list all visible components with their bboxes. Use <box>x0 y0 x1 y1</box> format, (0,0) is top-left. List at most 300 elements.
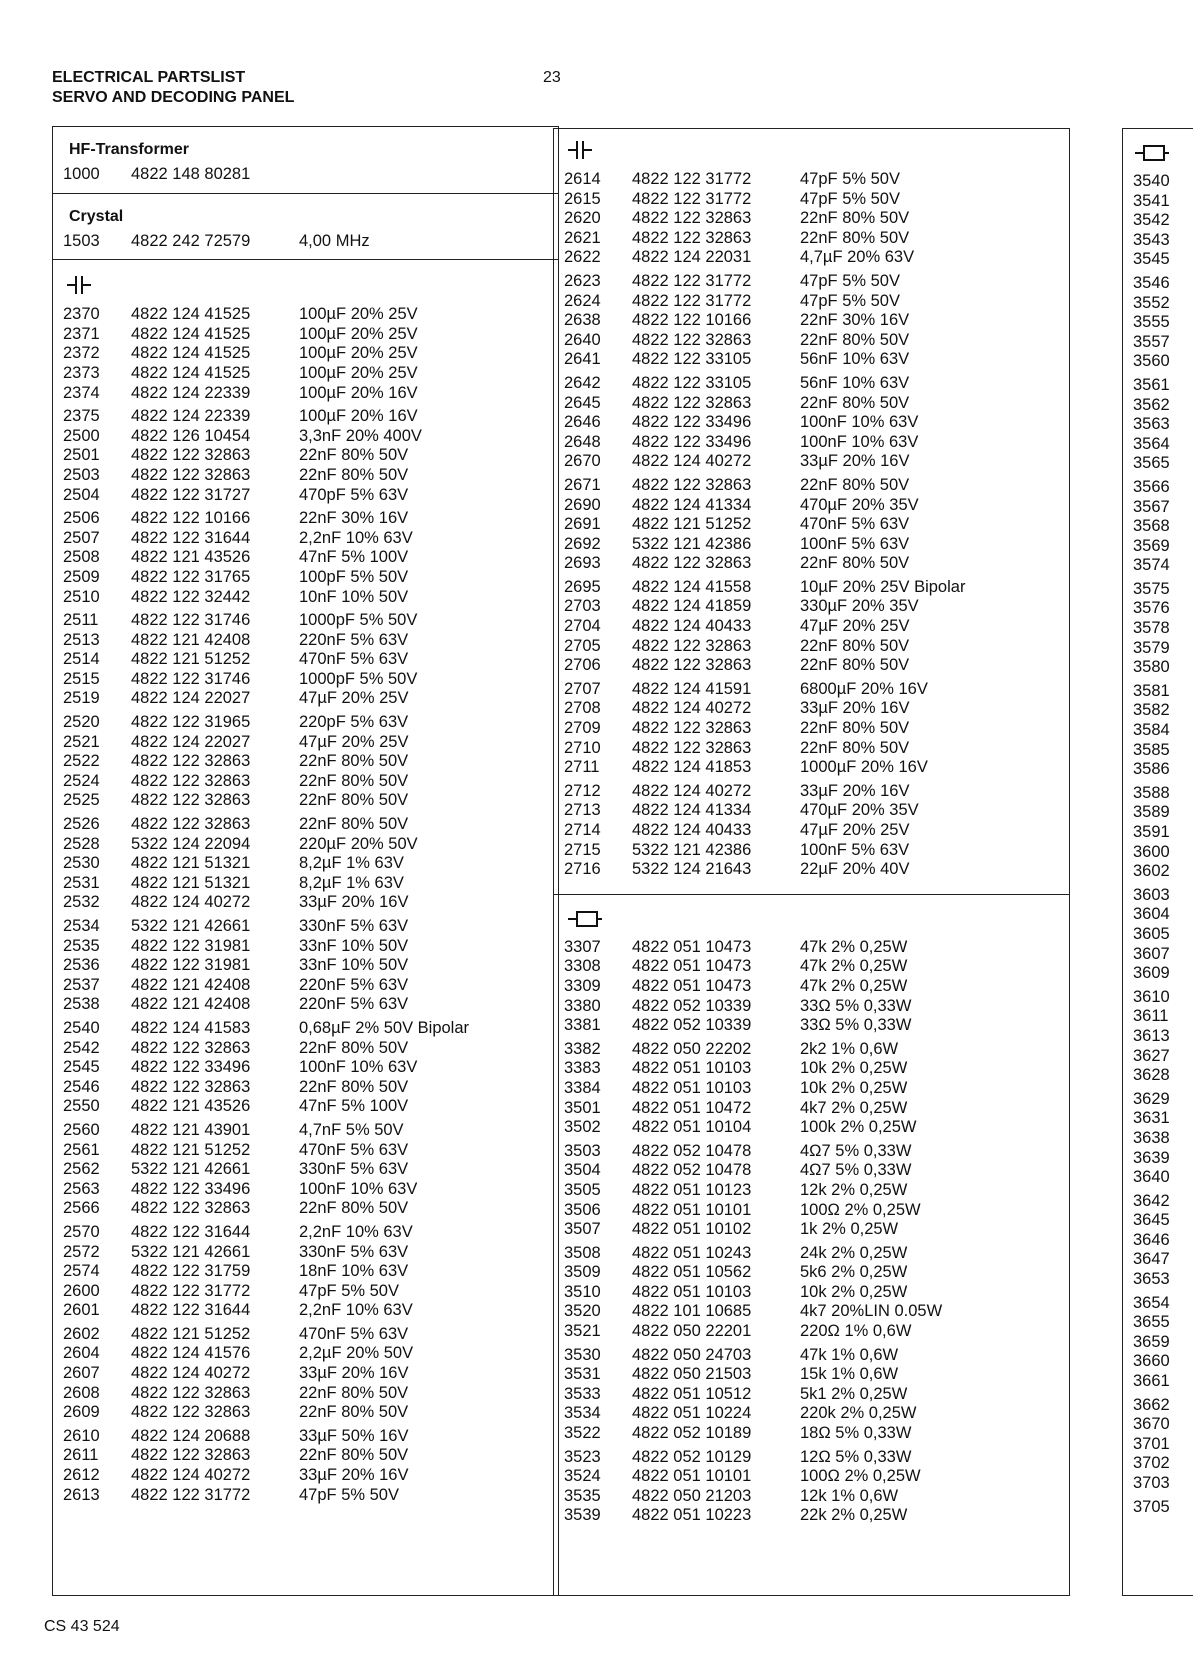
part-position: 3645 <box>1133 1211 1170 1230</box>
part-position: 3638 <box>1133 1128 1170 1147</box>
part-code: 5322 121 42386 <box>632 534 752 553</box>
part-row <box>1123 886 1193 906</box>
part-code: 5322 124 22094 <box>131 834 251 853</box>
part-code: 5322 121 42386 <box>632 840 752 859</box>
part-row <box>554 977 1069 997</box>
part-row <box>554 1118 1069 1138</box>
part-code: 4822 050 21503 <box>632 1365 752 1384</box>
part-code: 4822 050 21203 <box>632 1486 752 1505</box>
part-group <box>1123 1396 1193 1494</box>
part-value: 47pF 5% 50V <box>800 291 900 310</box>
part-code: 4822 124 40272 <box>632 452 752 471</box>
part-code: 4822 122 32863 <box>131 1403 251 1422</box>
part-position: 2522 <box>63 752 100 771</box>
part-row <box>1123 599 1193 619</box>
part-position: 2536 <box>63 956 100 975</box>
part-position: 2373 <box>63 363 100 382</box>
part-code: 4822 122 31772 <box>632 271 752 290</box>
part-value: 33µF 50% 16V <box>299 1426 409 1445</box>
parts-column-1 <box>52 126 559 1596</box>
part-value: 100µF 20% 25V <box>299 305 418 324</box>
part-position: 3509 <box>564 1263 601 1282</box>
part-code: 4822 051 10103 <box>632 1059 752 1078</box>
part-position: 3380 <box>564 996 601 1015</box>
part-row <box>1123 1250 1193 1270</box>
part-row <box>1123 231 1193 251</box>
part-group <box>554 938 1069 1036</box>
part-row <box>1123 1454 1193 1474</box>
part-code: 4822 122 33496 <box>632 432 752 451</box>
part-group <box>1123 784 1193 882</box>
part-value: 56nF 10% 63V <box>800 373 910 392</box>
part-value: 22nF 80% 50V <box>299 1383 409 1402</box>
part-group <box>53 232 558 252</box>
part-code: 4822 122 31772 <box>632 189 752 208</box>
part-row <box>554 637 1069 657</box>
part-position: 3569 <box>1133 536 1170 555</box>
part-value: 1000pF 5% 50V <box>299 611 418 630</box>
part-row <box>53 529 558 549</box>
part-value: 18Ω 5% 0,33W <box>800 1424 912 1443</box>
part-position: 2706 <box>564 656 601 675</box>
part-code: 4822 122 31981 <box>131 936 251 955</box>
part-value: 6800µF 20% 16V <box>800 679 928 698</box>
part-position: 2709 <box>564 719 601 738</box>
part-value: 33µF 20% 16V <box>800 781 910 800</box>
part-position: 2503 <box>63 465 100 484</box>
part-code: 4822 052 10339 <box>632 996 752 1015</box>
part-row <box>554 1385 1069 1405</box>
part-row <box>554 1040 1069 1060</box>
part-code: 4822 052 10189 <box>632 1424 752 1443</box>
part-code: 4822 122 32863 <box>131 815 251 834</box>
part-value: 220nF 5% 63V <box>299 975 409 994</box>
part-code: 4822 124 41853 <box>632 758 752 777</box>
part-value: 330nF 5% 63V <box>299 1242 409 1261</box>
part-position: 3604 <box>1133 905 1170 924</box>
part-row <box>554 1059 1069 1079</box>
part-code: 4822 122 31772 <box>131 1281 251 1300</box>
part-position: 2614 <box>564 170 601 188</box>
part-code: 4822 122 32863 <box>632 656 752 675</box>
part-position: 2640 <box>564 330 601 349</box>
part-code: 4822 051 10101 <box>632 1467 752 1486</box>
part-value: 100nF 10% 63V <box>299 1058 418 1077</box>
part-position: 2646 <box>564 413 601 432</box>
part-row <box>1123 333 1193 353</box>
part-code: 4822 050 24703 <box>632 1345 752 1364</box>
part-value: 22nF 80% 50V <box>800 330 910 349</box>
part-code: 4822 124 41859 <box>632 597 752 616</box>
part-value: 470nF 5% 63V <box>299 1324 409 1343</box>
part-code: 4822 051 10223 <box>632 1506 752 1525</box>
part-row <box>53 466 558 486</box>
part-position: 2515 <box>63 669 100 688</box>
part-position: 3522 <box>564 1424 601 1443</box>
part-row <box>53 791 558 811</box>
part-value: 220nF 5% 63V <box>299 995 409 1014</box>
part-row <box>1123 580 1193 600</box>
part-code: 4822 122 32863 <box>632 475 752 494</box>
part-value: 100nF 10% 63V <box>800 413 919 432</box>
part-code: 4822 122 33496 <box>131 1058 251 1077</box>
part-value: 330µF 20% 35V <box>800 597 919 616</box>
part-code: 4822 122 10166 <box>632 311 752 330</box>
part-row <box>554 841 1069 861</box>
part-value: 100nF 5% 63V <box>800 840 910 859</box>
part-code: 4822 124 40272 <box>131 1364 251 1383</box>
part-row <box>53 325 558 345</box>
part-row <box>1123 1066 1193 1086</box>
part-value: 56nF 10% 63V <box>800 350 910 369</box>
part-code: 4822 124 41591 <box>632 679 752 698</box>
part-row <box>1123 639 1193 659</box>
part-value: 47k 2% 0,25W <box>800 957 908 976</box>
part-row <box>53 956 558 976</box>
part-value: 100µF 20% 25V <box>299 363 418 382</box>
part-row <box>1123 1090 1193 1110</box>
part-group <box>53 509 558 607</box>
crystal-title: Crystal <box>69 207 124 225</box>
part-row <box>53 772 558 792</box>
part-code: 4822 122 32863 <box>131 446 251 465</box>
part-row <box>53 835 558 855</box>
part-position: 3659 <box>1133 1332 1170 1351</box>
page-number: 23 <box>543 69 561 86</box>
part-row <box>53 407 558 427</box>
part-row <box>53 689 558 709</box>
part-value: 47nF 5% 100V <box>299 548 409 567</box>
part-value: 22nF 80% 50V <box>299 1038 409 1057</box>
part-row <box>554 680 1069 700</box>
part-value: 2k2 1% 0,6W <box>800 1039 899 1058</box>
part-position: 3701 <box>1133 1434 1170 1453</box>
part-position: 3533 <box>564 1384 601 1403</box>
part-code: 4822 121 51252 <box>131 650 251 669</box>
part-value: 10k 2% 0,25W <box>800 1059 908 1078</box>
part-value: 22µF 20% 40V <box>800 860 910 879</box>
part-position: 3524 <box>564 1467 601 1486</box>
part-position: 2504 <box>63 485 100 504</box>
part-position: 3384 <box>564 1078 601 1097</box>
part-position: 2707 <box>564 679 601 698</box>
part-value: 4,7µF 20% 63V <box>800 248 915 267</box>
part-position: 2615 <box>564 189 601 208</box>
part-position: 3539 <box>564 1506 601 1525</box>
part-position: 2528 <box>63 834 100 853</box>
part-code: 4822 051 10101 <box>632 1200 752 1219</box>
part-value: 18nF 10% 63V <box>299 1262 409 1281</box>
part-position: 3581 <box>1133 681 1170 700</box>
part-group <box>53 1019 558 1117</box>
part-row <box>1123 517 1193 537</box>
part-code: 4822 122 31644 <box>131 1301 251 1320</box>
part-row <box>1123 454 1193 474</box>
part-value: 47k 2% 0,25W <box>800 937 908 956</box>
part-position: 2520 <box>63 713 100 732</box>
part-value: 10nF 10% 50V <box>299 587 409 606</box>
part-position: 3564 <box>1133 434 1170 453</box>
part-value: 4Ω7 5% 0,33W <box>800 1161 912 1180</box>
resistor-list <box>554 938 1069 1526</box>
part-position: 2641 <box>564 350 601 369</box>
part-position: 3535 <box>564 1486 601 1505</box>
part-code: 4822 148 80281 <box>131 165 251 183</box>
part-code: 4822 122 31765 <box>131 567 251 586</box>
part-row <box>53 713 558 733</box>
part-row <box>554 1220 1069 1240</box>
part-position: 2714 <box>564 821 601 839</box>
part-row <box>1123 741 1193 761</box>
part-row <box>1123 435 1193 455</box>
part-position: 3646 <box>1133 1230 1170 1249</box>
part-row <box>53 1199 558 1219</box>
part-value: 47pF 5% 50V <box>800 271 900 290</box>
part-row <box>53 1486 558 1506</box>
part-row <box>554 1487 1069 1507</box>
part-row <box>53 1446 558 1466</box>
capacitor-list <box>554 170 1069 880</box>
part-position: 2604 <box>63 1344 100 1363</box>
part-row <box>554 1079 1069 1099</box>
part-position: 3631 <box>1133 1109 1170 1128</box>
part-row <box>53 874 558 894</box>
part-code: 4822 122 32863 <box>632 636 752 655</box>
part-row <box>53 1097 558 1117</box>
part-row <box>1123 862 1193 882</box>
part-value: 2,2µF 20% 50V <box>299 1344 414 1363</box>
part-code: 4822 051 10102 <box>632 1220 752 1239</box>
part-row <box>1123 1109 1193 1129</box>
part-position: 2501 <box>63 446 100 465</box>
part-row <box>1123 721 1193 741</box>
document-code: CS 43 524 <box>44 1618 120 1635</box>
part-value: 22nF 80% 50V <box>299 771 409 790</box>
part-position: 3506 <box>564 1200 601 1219</box>
part-row <box>554 1346 1069 1366</box>
part-position: 3501 <box>564 1098 601 1117</box>
part-row <box>1123 1474 1193 1494</box>
part-position: 3585 <box>1133 740 1170 759</box>
part-value: 33nF 10% 50V <box>299 936 409 955</box>
part-position: 3521 <box>564 1322 601 1341</box>
part-row <box>554 1181 1069 1201</box>
part-row <box>554 229 1069 249</box>
part-row <box>53 1282 558 1302</box>
part-row <box>554 209 1069 229</box>
part-code: 4822 242 72579 <box>131 231 251 250</box>
part-value: 12Ω 5% 0,33W <box>800 1447 912 1466</box>
part-row <box>554 597 1069 617</box>
part-group <box>1123 1192 1193 1290</box>
part-row <box>554 1201 1069 1221</box>
capacitor-list <box>53 305 558 1505</box>
doc-title <box>52 68 294 108</box>
part-code: 4822 124 41583 <box>131 1018 251 1037</box>
part-code: 4822 052 10129 <box>632 1447 752 1466</box>
part-position: 2370 <box>63 305 100 324</box>
part-value: 22nF 80% 50V <box>800 475 910 494</box>
part-group <box>53 917 558 1015</box>
part-group <box>554 1244 1069 1342</box>
part-position: 2648 <box>564 432 601 451</box>
part-value: 220pF 5% 63V <box>299 713 409 732</box>
part-row <box>53 650 558 670</box>
part-value: 8,2µF 1% 63V <box>299 854 404 873</box>
part-value: 100Ω 2% 0,25W <box>800 1467 921 1486</box>
part-value: 2,2nF 10% 63V <box>299 1222 413 1241</box>
part-position: 2713 <box>564 801 601 820</box>
part-value: 220Ω 1% 0,6W <box>800 1322 912 1341</box>
part-code: 4822 122 32863 <box>632 393 752 412</box>
part-position: 3510 <box>564 1282 601 1301</box>
part-row <box>554 938 1069 958</box>
part-position: 3591 <box>1133 823 1170 841</box>
part-position: 2561 <box>63 1140 100 1159</box>
part-position: 3543 <box>1133 230 1170 249</box>
part-value: 100k 2% 0,25W <box>800 1118 917 1137</box>
part-row <box>53 1223 558 1243</box>
part-row <box>53 854 558 874</box>
part-value: 470nF 5% 63V <box>299 650 409 669</box>
part-position: 3610 <box>1133 987 1170 1006</box>
part-row <box>53 1384 558 1404</box>
part-row <box>1123 1211 1193 1231</box>
part-value: 22nF 80% 50V <box>299 446 409 465</box>
part-position: 2622 <box>564 248 601 267</box>
part-value: 22nF 80% 50V <box>800 228 910 247</box>
part-position: 2526 <box>63 815 100 834</box>
part-position: 2525 <box>63 791 100 810</box>
part-code: 4822 122 31644 <box>131 1222 251 1241</box>
part-position: 3382 <box>564 1039 601 1058</box>
part-row <box>1123 1047 1193 1067</box>
part-position: 3504 <box>564 1161 601 1180</box>
part-row <box>1123 1333 1193 1353</box>
part-group <box>1123 988 1193 1086</box>
part-position: 2514 <box>63 650 100 669</box>
part-row <box>554 1099 1069 1119</box>
part-value: 220µF 20% 50V <box>299 834 418 853</box>
part-value: 47nF 5% 100V <box>299 1097 409 1116</box>
part-code: 4822 124 41576 <box>131 1344 251 1363</box>
part-code: 4822 124 40433 <box>632 821 752 839</box>
part-row <box>1123 1435 1193 1455</box>
part-position: 2710 <box>564 738 601 757</box>
part-row <box>554 758 1069 778</box>
part-position: 2507 <box>63 528 100 547</box>
part-code: 4822 124 40433 <box>632 617 752 636</box>
part-value: 22nF 30% 16V <box>299 509 409 528</box>
part-code: 4822 051 10224 <box>632 1404 752 1423</box>
part-value: 22nF 80% 50V <box>800 554 910 573</box>
part-value: 22nF 80% 50V <box>299 791 409 810</box>
part-code: 4822 124 40272 <box>632 781 752 800</box>
part-group <box>554 1040 1069 1138</box>
part-code: 4822 122 32863 <box>131 1077 251 1096</box>
part-value: 0,68µF 2% 50V Bipolar <box>299 1018 470 1037</box>
part-code: 4822 121 43901 <box>131 1120 251 1139</box>
part-value: 100µF 20% 25V <box>299 324 418 343</box>
part-code: 4822 101 10685 <box>632 1302 752 1321</box>
part-code: 4822 051 10123 <box>632 1180 752 1199</box>
part-row <box>53 1121 558 1141</box>
part-position: 2715 <box>564 840 601 859</box>
part-value: 22nF 80% 50V <box>800 738 910 757</box>
part-position: 2638 <box>564 311 601 330</box>
part-value: 22nF 80% 50V <box>800 209 910 228</box>
part-row <box>554 1506 1069 1526</box>
part-value: 2,2nF 10% 63V <box>299 1301 413 1320</box>
part-group <box>1123 886 1193 984</box>
capacitor-icon <box>568 141 592 159</box>
part-row <box>554 801 1069 821</box>
part-position: 3552 <box>1133 293 1170 312</box>
part-row <box>1123 294 1193 314</box>
part-row <box>53 1466 558 1486</box>
part-position: 2511 <box>63 611 99 630</box>
part-code: 4822 122 31759 <box>131 1262 251 1281</box>
part-value: 4k7 20%LIN 0.05W <box>800 1302 943 1321</box>
part-position: 2703 <box>564 597 601 616</box>
part-value: 22nF 80% 50V <box>800 393 910 412</box>
part-position: 3309 <box>564 976 601 995</box>
part-position: 2532 <box>63 893 100 912</box>
part-code: 4822 121 43526 <box>131 548 251 567</box>
part-group <box>554 1346 1069 1444</box>
part-row <box>554 656 1069 676</box>
part-value: 1000pF 5% 50V <box>299 669 418 688</box>
part-value: 15k 1% 0,6W <box>800 1365 899 1384</box>
part-position: 3503 <box>564 1141 601 1160</box>
part-position: 3702 <box>1133 1454 1170 1473</box>
part-row <box>554 1365 1069 1385</box>
part-row <box>53 446 558 466</box>
part-value: 4Ω7 5% 0,33W <box>800 1141 912 1160</box>
part-code: 5322 121 42661 <box>131 1160 251 1179</box>
part-position: 3580 <box>1133 658 1170 677</box>
part-code: 4822 124 20688 <box>131 1426 251 1445</box>
part-group <box>53 1427 558 1505</box>
part-code: 4822 122 32863 <box>131 465 251 484</box>
part-row <box>1123 1007 1193 1027</box>
part-value: 10µF 20% 25V Bipolar <box>800 577 966 596</box>
part-row <box>554 699 1069 719</box>
part-position: 2500 <box>63 426 100 445</box>
part-position: 3540 <box>1133 172 1170 190</box>
part-value: 100µF 20% 25V <box>299 344 418 363</box>
part-position: 2375 <box>63 407 100 426</box>
part-row <box>53 1403 558 1423</box>
part-position: 3627 <box>1133 1046 1170 1065</box>
part-code: 4822 122 31772 <box>632 291 752 310</box>
part-row <box>554 821 1069 841</box>
part-value: 33µF 20% 16V <box>299 1364 409 1383</box>
doc-title-line2: SERVO AND DECODING PANEL <box>52 89 295 106</box>
part-position: 3655 <box>1133 1313 1170 1332</box>
part-position: 2509 <box>63 567 100 586</box>
part-value: 12k 2% 0,25W <box>800 1180 908 1199</box>
part-position: 3639 <box>1133 1148 1170 1167</box>
part-position: 2712 <box>564 781 601 800</box>
part-group <box>1123 682 1193 780</box>
part-position: 2531 <box>63 873 100 892</box>
capacitor-icon <box>67 276 91 294</box>
part-code: 4822 122 31772 <box>632 170 752 188</box>
part-position: 3611 <box>1133 1007 1169 1026</box>
part-value: 47µF 20% 25V <box>299 689 409 708</box>
part-row <box>554 997 1069 1017</box>
